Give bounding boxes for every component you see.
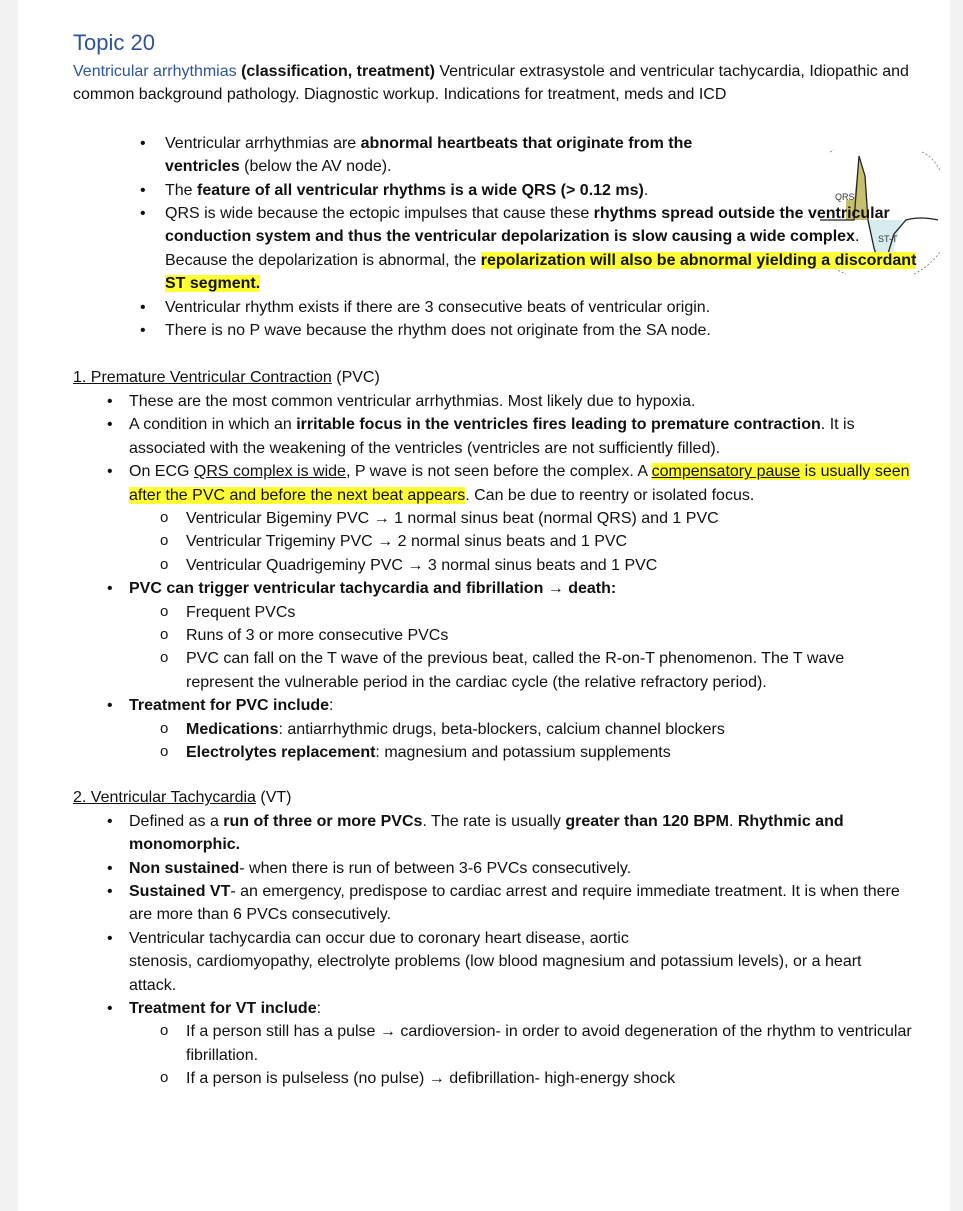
document-body [73, 28, 917, 1091]
list-item: • A condition in which an irritable focus in the ventricles fires leading to premature contraction. It is associated with the weakening of the ventricles (ventricles are not sufficiently filled). [73, 413, 913, 460]
subtitle-rest: Ventricular extrasystole and ventricular tachycardia, Idiopathic and common background pathology. Diagnostic workup. Indications for treatment, meds and ICD [73, 63, 909, 104]
list-item: • Non sustained- when there is run of between 3-6 PVCs consecutively. [73, 857, 913, 880]
list-item: o Frequent PVCs [129, 601, 913, 624]
document-page [18, 0, 950, 1211]
qrs-label: QRS [835, 192, 855, 202]
vt-list [73, 810, 913, 1091]
page-title: Topic 20 [73, 30, 155, 55]
list-item: • These are the most common ventricular arrhythmias. Most likely due to hypoxia. [73, 390, 913, 413]
list-item: o If a person is pulseless (no pulse) → defibrillation- high-energy shock [129, 1067, 913, 1090]
list-item: • Ventricular arrhythmias are abnormal heartbeats that originate from the ventricles (below the AV node). [73, 132, 753, 179]
highlight: repolarization will also be abnormal yielding a discordant ST segment. [165, 251, 917, 293]
pvc-heading: 1. Premature Ventricular Contraction (PVC) [73, 369, 380, 387]
list-item: o If a person still has a pulse → cardioversion- in order to avoid degeneration of the rhythm to ventricular fibrillation. [129, 1020, 913, 1067]
list-item: • Defined as a run of three or more PVCs. The rate is usually greater than 120 BPM. Rhythmic and monomorphic. [73, 810, 913, 857]
list-item: o Ventricular Trigeminy PVC → 2 normal sinus beats and 1 PVC [129, 530, 913, 553]
pvc-list [73, 390, 913, 765]
list-item: o PVC can fall on the T wave of the previous beat, called the R-on-T phenomenon. The T wave represent the vulnerable period in the cardiac cycle (the relative refractory period). [129, 647, 913, 694]
pvc-pattern-list [129, 507, 913, 577]
list-item: • Treatment for PVC include: o Medications: antiarrhythmic drugs, beta-blockers, calcium channel blockers o Electrolytes replacement: magnesium and potassium supplements [73, 694, 913, 764]
list-item: o Electrolytes replacement: magnesium and potassium supplements [129, 741, 913, 764]
list-item: o Medications: antiarrhythmic drugs, beta-blockers, calcium channel blockers [129, 718, 913, 741]
list-item: • There is no P wave because the rhythm does not originate from the SA node. [73, 319, 925, 342]
vt-treatment-list [129, 1020, 913, 1090]
vt-heading: 2. Ventricular Tachycardia (VT) [73, 789, 292, 807]
list-item: o Ventricular Quadrigeminy PVC → 3 normal sinus beats and 1 PVC [129, 554, 913, 577]
list-item: • Treatment for VT include: o If a person still has a pulse → cardioversion- in order to avoid degeneration of the rhythm to ventricular fibrillation. o If a person is pulseless (no pulse) → defibrillation- high-energy shock [73, 997, 913, 1091]
subtitle-topic: Ventricular arrhythmias [73, 63, 237, 80]
list-item: • Ventricular tachycardia can occur due to coronary heart disease, aortic stenosis, cardiomyopathy, electrolyte problems (low blood magnesium and potassium levels), or a heart attack. [73, 927, 913, 997]
pvc-risk-list [129, 601, 913, 695]
subtitle-bold: (classification, treatment) [241, 63, 435, 80]
list-item: • PVC can trigger ventricular tachycardia and fibrillation → death: o Frequent PVCs o Runs of 3 or more consecutive PVCs o PVC can fall on the T wave of the previous beat, called the R-on-T phenomenon. The T wave represent the vulnerable period in the cardiac cycle (the relative refractory period). [73, 577, 913, 694]
pvc-section [73, 366, 913, 764]
list-item: o Ventricular Bigeminy PVC → 1 normal sinus beat (normal QRS) and 1 PVC [129, 507, 913, 530]
list-item: • QRS is wide because the ectopic impulses that cause these rhythms spread outside the ventricular conduction system and thus the ventricular depolarization is slow causing a wide complex. Because the depolarization is abnormal, the repolarization will also be abnormal yielding a discordant ST segment. [73, 202, 925, 296]
topic-subtitle [73, 60, 913, 107]
list-item: • Ventricular rhythm exists if there are 3 consecutive beats of ventricular origin. [73, 296, 925, 319]
st-t-label: ST-T [878, 234, 898, 244]
list-item: • The feature of all ventricular rhythms is a wide QRS (> 0.12 ms). [73, 179, 753, 202]
list-item: • Sustained VT- an emergency, predispose to cardiac arrest and require immediate treatment. It is when there are more than 6 PVCs consecutively. [73, 880, 913, 927]
pvc-treatment-list [129, 718, 913, 765]
list-item: o Runs of 3 or more consecutive PVCs [129, 624, 913, 647]
vt-section [73, 786, 913, 1090]
list-item: • On ECG QRS complex is wide, P wave is not seen before the complex. A compensatory pause is usually seen after the PVC and before the next beat appears. Can be due to reentry or isolated focus. o Ventricular Bigeminy PVC → 1 normal sinus beat (normal QRS) and 1 PVC o Ventricular Trigeminy PVC → 2 normal sinus beats and 1 PVC o Ventricular Quadrigeminy PVC → 3 normal sinus beats and 1 PVC [73, 460, 913, 577]
